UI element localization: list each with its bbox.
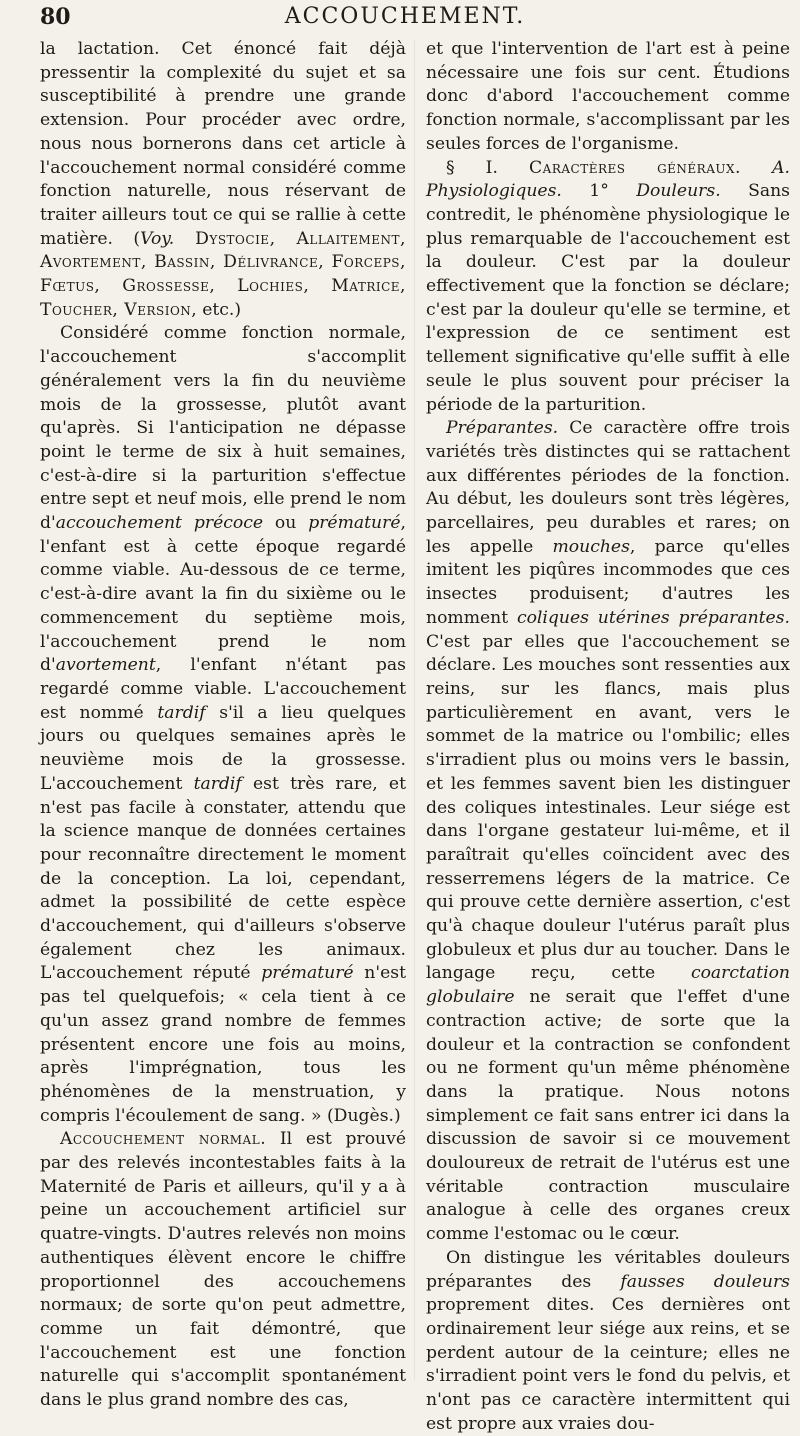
paragraph: Accouchement normal. Il est prouvé par des relevés incontestables faits à la Maternité de Paris et ailleurs, qu'il y a à peine un accouchement artificiel sur quatre-vingts. D'autres relevés non moins authentiques élèvent encore le chiffre proportionnel des accouchemens normaux; de sorte qu'on peut admettre, comme un fait démontré, que l'accouchement est une fonction naturelle qui s'accomplit spontanément dans le plus grand nombre des cas, [40, 1129, 406, 1411]
paragraph: la lactation. Cet énoncé fait déjà pressentir la complexité du sujet et sa susceptibilité à prendre une grande extension. Pour procéder avec ordre, nous nous bornerons dans cet article à l'accouchement normal considéré comme fonction naturelle, nous réservant de traiter ailleurs tout ce qui se rallie à cette matière. (Voy. Dystocie, Allaitement, Avortement, Bassin, Délivrance, Forceps, Fœtus, Grossesse, Lochies, Matrice, Toucher, Version, etc.) [40, 39, 406, 320]
paragraph: Préparantes. Ce caractère offre trois variétés très distinctes qui se rattachent aux différentes périodes de la fonction. Au début, les douleurs sont très légères, parcellaires, peu durables et rares; on les appelle mouches, parce qu'elles imitent les piqûres incommodes que ces insectes produisent; d'autres les nomment coliques utérines préparantes. C'est par elles que l'accouchement se déclare. Les mouches sont ressenties aux reins, sur les flancs, mais plus particulièrement en avant, vers le sommet de la matrice ou l'ombilic; elles s'irradient plus ou moins vers le bassin, et les femmes savent bien les distinguer des coliques intestinales. Leur siége est dans l'organe gestateur lui-même, et il paraîtrait qu'elles coïncident avec des resserremens légers de la matrice. Ce qui prouve cette dernière assertion, c'est qu'à chaque douleur l'utérus paraît plus globuleux et plus dur au toucher. Dans le langage reçu, cette coarctation globulaire ne serait que l'effet d'une contraction active; de sorte que la douleur et la contraction se confondent ou ne forment qu'un même phénomène dans la pratique. Nous notons simplement ce fait sans entrer ici dans la discussion de savoir si ce mouvement douloureux de retrait de l'utérus est une véritable contraction musculaire analogue à celle des organes creux comme l'estomac ou le cœur. [426, 418, 791, 1245]
section-heading: Accouchement normal. [60, 1129, 267, 1150]
paragraph: Considéré comme fonction normale, l'accouchement s'accomplit généralement vers la fin du neuvième mois de la grossesse, plutôt avant qu'après. Si l'anticipation ne dépasse point le terme de six à huit semaines, c'est-à-dire si la parturition s'effectue entre sept et neuf mois, elle prend le nom d'accouchement précoce ou prématuré, l'enfant est à cette époque regardé comme viable. Au-dessous de ce terme, c'est-à-dire avant la fin du sixième ou le commencement du septième mois, l'accouchement prend le nom d'avortement, l'enfant n'étant pas regardé comme viable. L'accouchement est nommé tardif s'il a lieu quelques jours ou quelques semaines après le neuvième mois de la grossesse. L'accouchement tardif est très rare, et n'est pas facile à constater, attendu que la science manque de données certaines pour reconnaître directement le moment de la conception. La loi, cependant, admet la possibilité de cette espèce d'accouchement, qui d'ailleurs s'observe également chez les animaux. L'accouchement réputé prématuré n'est pas tel quelquefois; « cela tient à ce qu'un assez grand nombre de femmes présentent encore une fois au moins, après l'imprégnation, tous les phénomènes de la menstruation, y compris l'écoulement de sang. » (Dugès.) [40, 323, 406, 1126]
left-column [40, 38, 406, 1413]
paragraph: § I. Caractères généraux. A. Physiologiques. 1° Douleurs. Sans contredit, le phénomène physiologique le plus remarquable de l'accouchement est la douleur. C'est par la douleur effectivement que la fonction se déclare; c'est par la douleur qu'elle se termine, et l'expression de ce sentiment est tellement significative qu'elle suffit à elle seule le plus souvent pour préciser la période de la parturition. [426, 157, 790, 415]
paragraph: et que l'intervention de l'art est à peine nécessaire une fois sur cent. Étudions donc d'abord l'accouchement comme fonction normale, s'accomplissant par les seules forces de l'organisme. [426, 39, 790, 154]
cross-references: Dystocie, Allaitement, Avortement, Bassin, Délivrance, Forceps, Fœtus, Grossesse, Lochies, Matrice, Toucher, Version [40, 228, 406, 320]
paragraph: On distingue les véritables douleurs préparantes des fausses douleurs proprement dites. Ces dernières ont ordinairement leur siége aux reins, et se perdent autour de la ceinture; elles ne s'irradient point vers le fond du pelvis, et n'ont pas ce caractère intermittent qui est propre aux vraies dou- [426, 1247, 791, 1434]
page-number: 80 [40, 4, 71, 30]
column-gutter [414, 40, 415, 1380]
page-header [40, 4, 770, 32]
right-column [426, 38, 790, 1436]
section-heading: Caractères généraux. [529, 157, 742, 178]
running-head: ACCOUCHEMENT. [284, 4, 526, 29]
